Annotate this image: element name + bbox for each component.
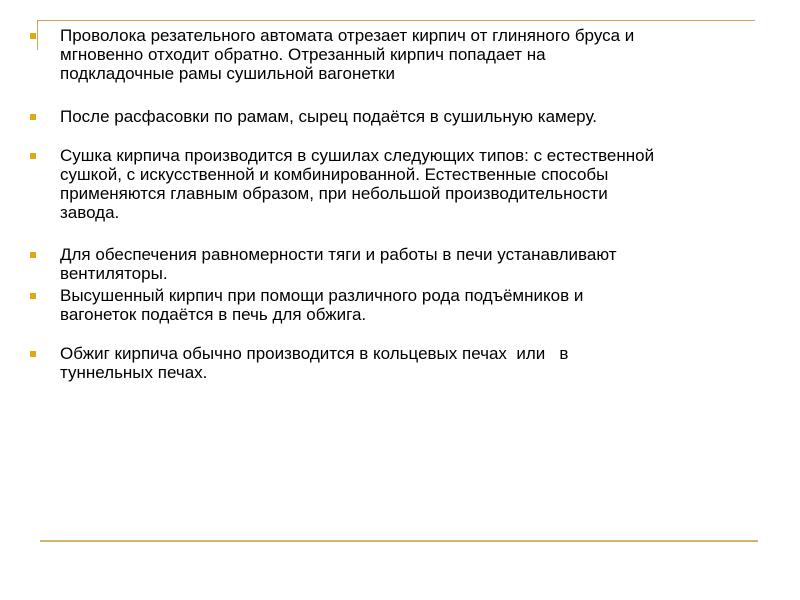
bullet-line: вентиляторы.	[60, 264, 168, 283]
square-bullet-icon	[30, 33, 36, 39]
bullet-list	[30, 22, 770, 382]
bullet-line: Сушка кирпича производится в сушилах следующих типов: с естественной	[60, 146, 655, 165]
square-bullet-icon	[30, 351, 36, 357]
bullet-item	[30, 107, 770, 126]
bullet-line: Высушенный кирпич при помощи различного рода подъёмников и	[60, 286, 584, 305]
bottom-rule	[40, 540, 758, 542]
bullet-line: завода.	[60, 203, 120, 222]
bullet-line: подкладочные рамы сушильной вагонетки	[60, 64, 395, 83]
bullet-item	[30, 245, 770, 283]
square-bullet-icon	[30, 114, 36, 120]
bullet-line: Проволока резательного автомата отрезает кирпич от глиняного бруса и	[60, 26, 635, 45]
top-rule	[37, 20, 755, 21]
bullet-line: После расфасовки по рамам, сырец подаётся в сушильную камеру.	[60, 107, 597, 126]
square-bullet-icon	[30, 252, 36, 258]
bullet-item	[30, 26, 770, 83]
bullet-line: Обжиг кирпича обычно производится в кольцевых печах или в	[60, 344, 569, 363]
bullet-line: Для обеспечения равномерности тяги и работы в печи устанавливают	[60, 245, 617, 264]
bullet-line: применяются главным образом, при небольшой производительности	[60, 184, 608, 203]
bullet-line: сушкой, с искусственной и комбинированной. Естественные способы	[60, 165, 609, 184]
bullet-line: мгновенно отходит обратно. Отрезанный кирпич попадает на	[60, 45, 546, 64]
bullet-item	[30, 146, 770, 222]
bullet-line: туннельных печах.	[60, 363, 208, 382]
square-bullet-icon	[30, 153, 36, 159]
bullet-item	[30, 286, 770, 324]
bullet-item	[30, 344, 770, 382]
square-bullet-icon	[30, 293, 36, 299]
bullet-line: вагонеток подаётся в печь для обжига.	[60, 305, 367, 324]
